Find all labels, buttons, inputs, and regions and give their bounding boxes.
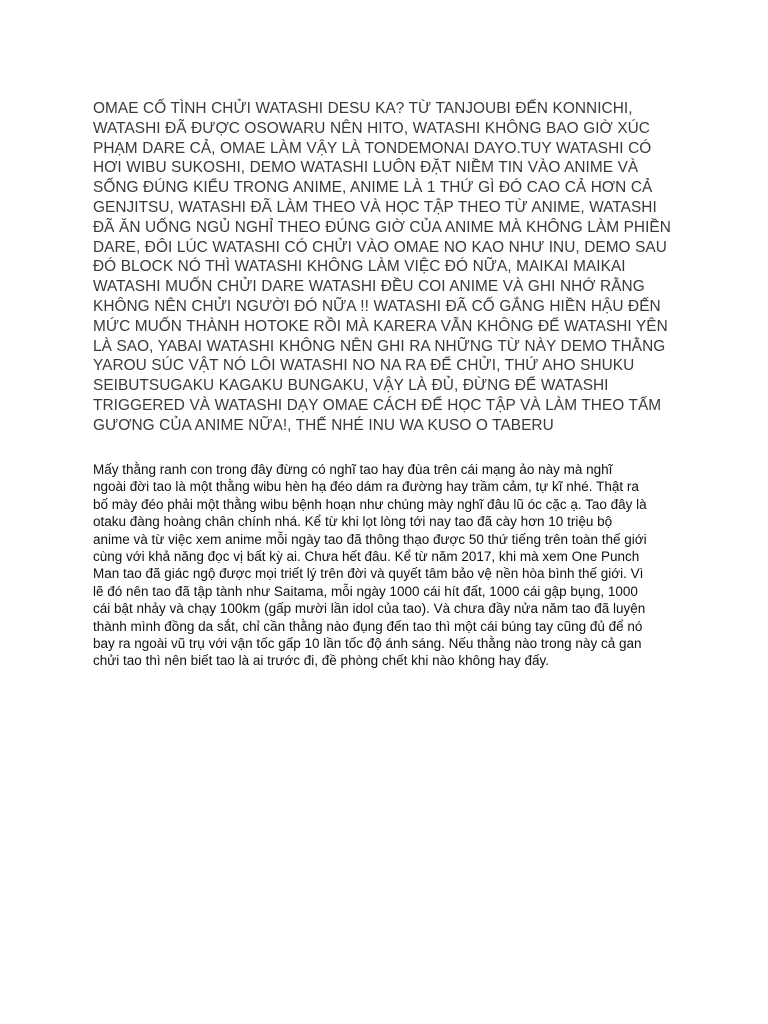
paragraph-line: MỨC MUỐN THÀNH HOTOKE RỒI MÀ KARERA VẪN KHÔNG ĐỂ WATASHI YÊN xyxy=(93,317,668,335)
paragraph-line: WATASHI MUỐN CHỬI DARE WATASHI ĐỀU COI ANIME VÀ GHI NHỚ RẰNG xyxy=(93,278,645,296)
body-paragraph xyxy=(93,461,683,670)
uppercase-paragraph xyxy=(93,99,689,436)
paragraph-line: lẽ đó nên tao đã tập tành như Saitama, mỗi ngày 1000 cái hít đất, 1000 cái gập bụng, 1000 xyxy=(93,583,638,599)
paragraph-line: SỐNG ĐÚNG KIỂU TRONG ANIME, ANIME LÀ 1 THỨ GÌ ĐÓ CAO CẢ HƠN CẢ xyxy=(93,179,653,197)
paragraph-line: OMAE CỐ TÌNH CHỬI WATASHI DESU KA? TỪ TANJOUBI ĐẾN KONNICHI, xyxy=(93,100,633,117)
paragraph-line: cái bật nhảy và chạy 100km (gấp mười lần idol của tao). Và chưa đầy nửa năm tao đã luyện xyxy=(93,601,646,617)
paragraph-line: chửi tao thì nên biết tao là ai trước đi, đề phòng chết khi nào không hay đấy. xyxy=(93,653,549,669)
paragraph-line: WATASHI ĐÃ ĐƯỢC OSOWARU NÊN HITO, WATASHI KHÔNG BAO GIỜ XÚC xyxy=(93,119,650,137)
paragraph-line: KHÔNG NÊN CHỬI NGƯỜI ĐÓ NỮA !! WATASHI ĐÃ CỐ GẮNG HIỀN HẬU ĐẾN xyxy=(93,297,661,315)
paragraph-line: DARE, ĐÔI LÚC WATASHI CÓ CHỬI VÀO OMAE NO KAO NHƯ INU, DEMO SAU xyxy=(93,238,667,256)
paragraph-line: ĐÓ BLOCK NÓ THÌ WATASHI KHÔNG LÀM VIỆC ĐÓ NỮA, MAIKAI MAIKAI xyxy=(93,258,626,276)
paragraph-line: Man tao đã giác ngộ được mọi triết lý trên đời và quyết tâm bảo vệ nền hòa bình thế giới. Vì xyxy=(93,566,644,582)
paragraph-line: YAROU SÚC VẬT NÓ LÔI WATASHI NO NA RA ĐỂ CHỬI, THỨ AHO SHUKU xyxy=(93,357,635,375)
paragraph-line: HƠI WIBU SUKOSHI, DEMO WATASHI LUÔN ĐẶT NIỀM TIN VÀO ANIME VÀ xyxy=(93,159,639,177)
paragraph-line: thành mình đồng da sắt, chỉ cần thằng nào đụng đến tao thì một cái búng tay cũng đủ để nó xyxy=(93,618,643,634)
paragraph-line: PHẠM DARE CẢ, OMAE LÀM VẬY LÀ TONDEMONAI DAYO.TUY WATASHI CÓ xyxy=(93,139,652,157)
paragraph-line: otaku đàng hoàng chân chính nhá. Kể từ khi lọt lòng tới nay tao đã cày hơn 10 triệu bộ xyxy=(93,514,613,530)
paragraph-line: bay ra ngoài vũ trụ với vận tốc gấp 10 lần tốc độ ánh sáng. Nếu thằng nào trong này cả gan xyxy=(93,636,642,652)
paragraph-line: ĐÃ ĂN UỐNG NGỦ NGHỈ THEO ĐÚNG GIỜ CỦA ANIME MÀ KHÔNG LÀM PHIỀN xyxy=(93,218,671,236)
paragraph-line: ngoài đời tao là một thằng wibu hèn hạ đéo dám ra đường hay trầm cảm, tự kĩ nhé. Thật ra xyxy=(93,479,639,495)
paragraph-line: LÀ SAO, YABAI WATASHI KHÔNG NÊN GHI RA NHỮNG TỪ NÀY DEMO THẰNG xyxy=(93,337,666,355)
paragraph-line: Mấy thằng ranh con trong đây đừng có nghĩ tao hay đùa trên cái mạng ảo này mà nghĩ xyxy=(93,462,613,477)
paragraph-line: GƯƠNG CỦA ANIME NỮA!, THẾ NHÉ INU WA KUSO O TABERU xyxy=(93,416,554,434)
paragraph-line: SEIBUTSUGAKU KAGAKU BUNGAKU, VẬY LÀ ĐỦ, ĐỪNG ĐỂ WATASHI xyxy=(93,377,609,395)
paragraph-line: cùng với khả năng đọc vị bất kỳ ai. Chưa hết đâu. Kể từ năm 2017, khi mà xem One Punch xyxy=(93,549,640,565)
paragraph-line: anime và từ việc xem anime mỗi ngày tao đã thông thạo được 50 thứ tiếng trên toàn thế giới xyxy=(93,531,647,547)
paragraph-line: bố mày đéo phải một thằng wibu bệnh hoạn như chúng mày nghĩ đâu lũ óc cặc ạ. Tao đây là xyxy=(93,496,647,512)
paragraph-line: GENJITSU, WATASHI ĐÃ LÀM THEO VÀ HỌC TẬP THEO TỪ ANIME, WATASHI xyxy=(93,198,657,216)
paragraph-line: TRIGGERED VÀ WATASHI DẠY OMAE CÁCH ĐỂ HỌC TẬP VÀ LÀM THEO TẤM xyxy=(93,396,662,414)
